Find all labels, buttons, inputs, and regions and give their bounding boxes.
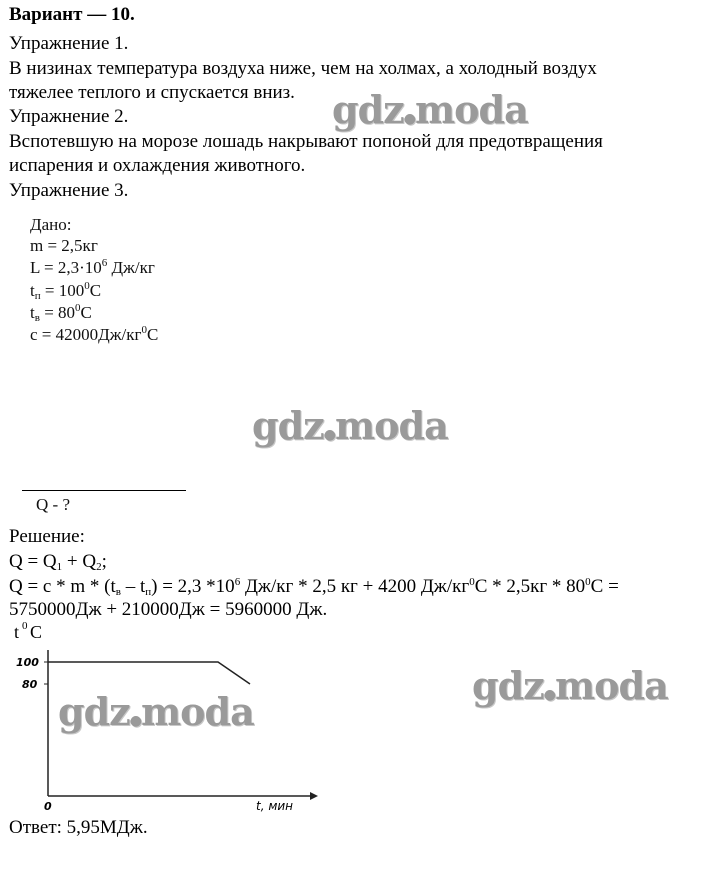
solution-equation-1: $Q = Q_1 + Q_2$;: [9, 551, 107, 573]
given-temp-final: $t_в = 80^0C$: [30, 302, 92, 324]
graph-x-arrow: [310, 792, 318, 800]
exercise-1-text-line-2: тяжелее теплого и спускается вниз.: [9, 82, 295, 103]
graph-origin: 0: [44, 800, 52, 813]
graph-x-label: t, мин: [256, 799, 294, 813]
watermark-logo: gdz●moda: [332, 87, 528, 132]
solution-label: Решение:: [9, 526, 85, 547]
exercise-2-title: Упражнение 2.: [9, 106, 129, 127]
exercise-3-title: Упражнение 3.: [9, 180, 129, 201]
given-temp-boil: $t_п = 100^0C$: [30, 280, 102, 302]
solution-equation-2: $Q = c * m * (t_в - t_п) = 2,3$ $*10^6$ Дж/кг * 2,5 кг + 4200 $Дж/кг^0С * 2,5кг * 80^0С$ =: [9, 576, 619, 598]
graph-y-label-degree: 0: [22, 620, 28, 632]
given-divider: [22, 490, 186, 491]
watermark-logo: gdz●moda: [58, 689, 254, 734]
find-unknown: Q - ?: [36, 495, 70, 514]
given-mass: m = 2,5кг: [30, 236, 98, 255]
graph-y-label-c: C: [30, 622, 43, 642]
exercise-2-text-line-2: испарения и охлаждения животного.: [9, 155, 306, 176]
solution-equation-3: 5750000Дж + 210000Дж = 5960000 Дж.: [9, 599, 328, 620]
graph-tick-100: 100: [16, 656, 39, 669]
given-latent-heat: $L = 2,3\cdot 10^6$ Дж/кг: [30, 257, 155, 277]
exercise-1-title: Упражнение 1.: [9, 33, 129, 54]
given-label: Дано:: [30, 215, 72, 234]
answer: Ответ: 5,95МДж.: [9, 817, 148, 838]
exercise-2-text-line-1: Вспотевшую на морозе лошадь накрывают попоной для предотвращения: [9, 131, 603, 152]
watermark-logo: gdz●moda: [252, 403, 448, 448]
watermark-logo: gdz●moda: [472, 663, 668, 708]
graph-curve: [48, 662, 250, 684]
graph-tick-80: 80: [22, 678, 38, 691]
variant-title: Вариант — 10.: [9, 4, 135, 25]
given-specific-heat: $c = 42000Дж/кг^0C$: [30, 324, 159, 344]
graph-y-label-t: t: [14, 622, 20, 642]
exercise-1-text-line-1: В низинах температура воздуха ниже, чем на холмах, а холодный воздух: [9, 58, 597, 79]
